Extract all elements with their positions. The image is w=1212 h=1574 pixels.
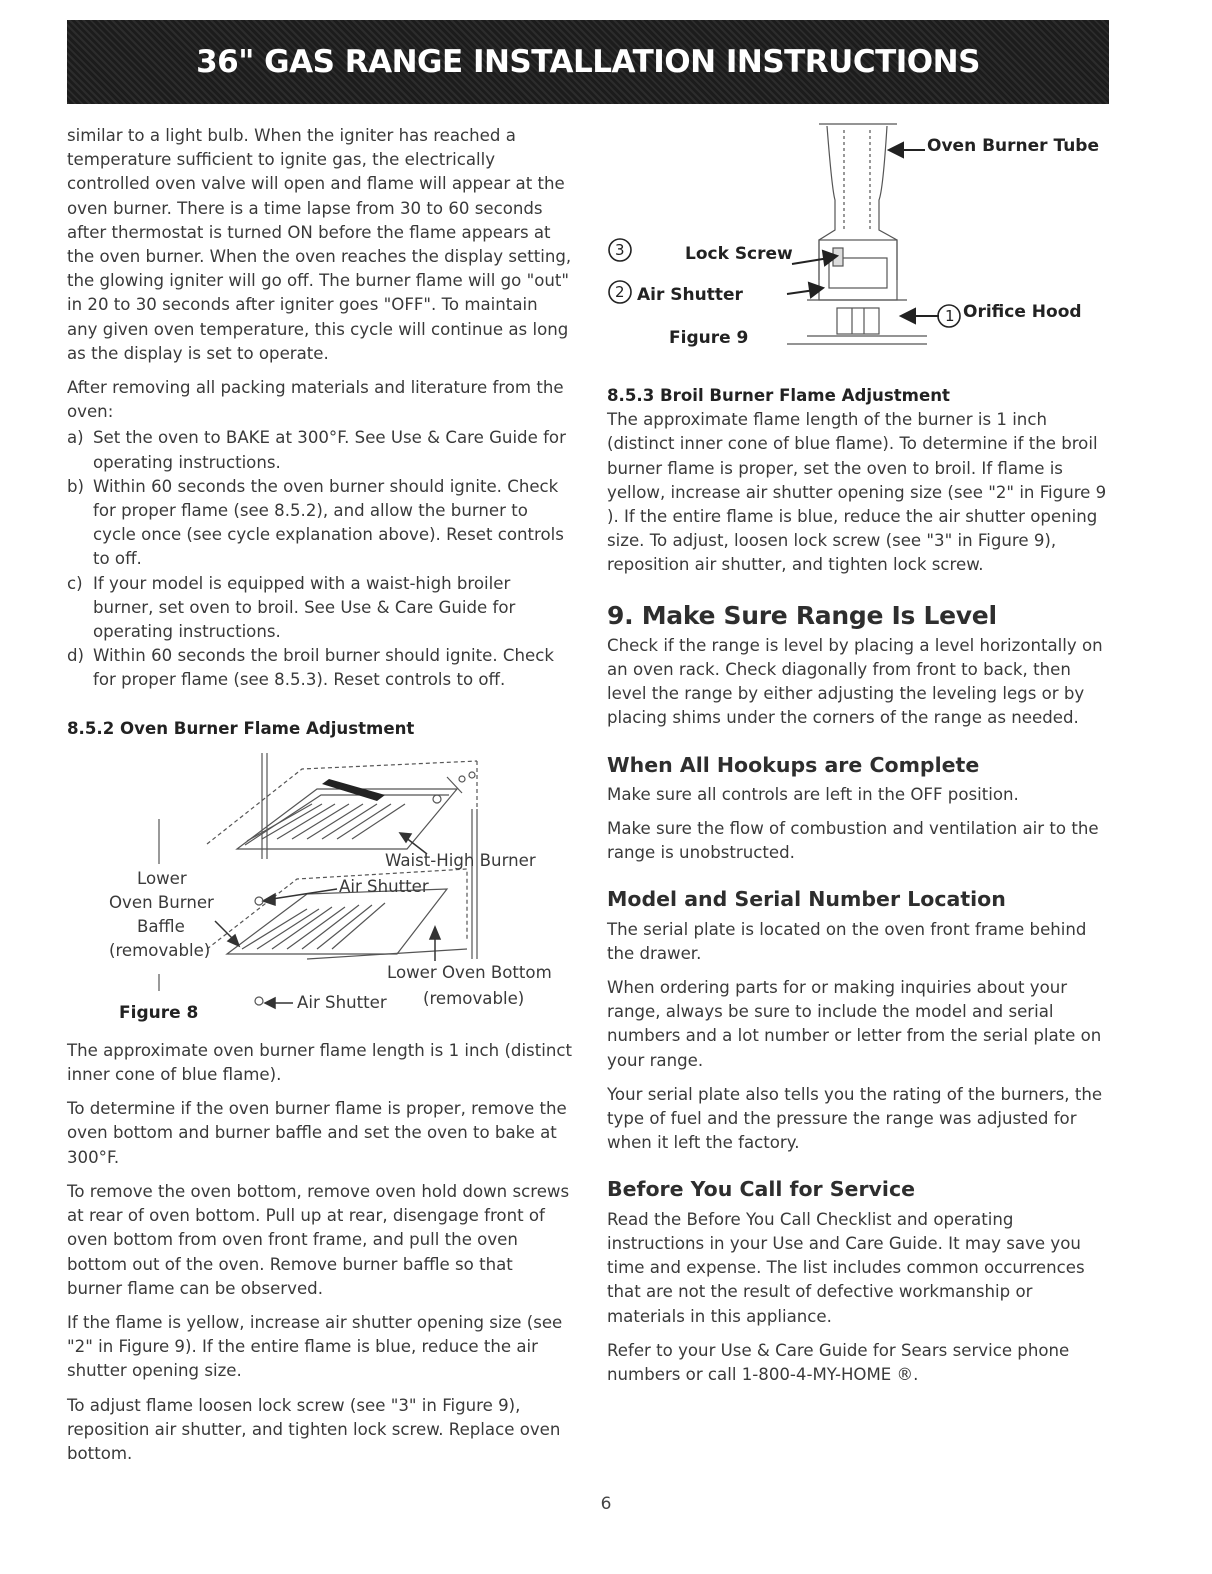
intro-paragraph: similar to a light bulb. When the igniter has reached a temperature sufficient to ignite gas, the electrically controlled oven valve will open and flame will appear at the oven burner. There is a time lapse from 30 to 60 seconds after thermostat is turned ON before the flame appears at the oven burner. When the oven reaches the display setting, the glowing igniter will go off. The burner flame will go "out" in 20 to 30 seconds after igniter goes "OFF". To maintain any given oven temperature, this cycle will continue as long as the display is set to operate. bbox=[67, 126, 572, 363]
label-oven-burner-tube: Oven Burner Tube bbox=[927, 136, 1099, 156]
list-item-text: If your model is equipped with a waist-high broiler burner, set oven to broil. See Use & Care Guide for operating instructions. bbox=[93, 573, 516, 642]
label-lower: Lower bbox=[137, 868, 187, 888]
model-serial-heading: Model and Serial Number Location bbox=[607, 887, 1006, 912]
yellow-flame-paragraph: If the flame is yellow, increase air shutter opening size (see "2" in Figure 9). If the entire flame is blue, reduce the air shutter opening size. bbox=[67, 1312, 563, 1381]
section-9-heading: 9. Make Sure Range Is Level bbox=[607, 600, 997, 630]
left-column bbox=[67, 124, 573, 1476]
figure-9-caption: Figure 9 bbox=[669, 328, 749, 348]
figure-8-caption: Figure 8 bbox=[119, 1002, 199, 1023]
section-8-5-3-heading: 8.5.3 Broil Burner Flame Adjustment bbox=[607, 386, 950, 405]
list-item-text: Within 60 seconds the oven burner should ignite. Check for proper flame (see 8.5.2), and allow the burner to cycle once (see cycle explanation above). Reset controls to off. bbox=[93, 476, 564, 569]
list-item-text: Within 60 seconds the broil burner should ignite. Check for proper flame (see 8.5.3). Reset controls to off. bbox=[93, 646, 554, 690]
label-lock-screw: Lock Screw bbox=[685, 244, 793, 264]
list-marker: b) bbox=[67, 476, 85, 496]
list-item bbox=[67, 426, 573, 474]
hookups-paragraph-1: Make sure all controls are left in the OFF position. bbox=[607, 784, 1019, 804]
list-item bbox=[67, 475, 573, 572]
determine-paragraph: To determine if the oven burner flame is proper, remove the oven bottom and burner baffle and set the oven to bake at 300°F. bbox=[67, 1099, 567, 1167]
label-air-shutter: Air Shutter bbox=[637, 285, 743, 305]
model-paragraph-3: Your serial plate also tells you the rating of the burners, the type of fuel and the pressure the range was adjusted for when it left the factory. bbox=[607, 1084, 1103, 1153]
list-marker: c) bbox=[67, 573, 83, 593]
adjust-flame-paragraph: To adjust flame loosen lock screw (see "3" in Figure 9), reposition air shutter, and tighten lock screw. Replace oven bottom. bbox=[67, 1395, 561, 1463]
flame-length-paragraph: The approximate oven burner flame length is 1 inch (distinct inner cone of blue flame). bbox=[67, 1040, 572, 1085]
label-air-shutter-top: Air Shutter bbox=[339, 876, 429, 896]
service-paragraph-1: Read the Before You Call Checklist and operating instructions in your Use and Care Guide. It may save you time and expense. The list includes common occurrences that are not the result of defective workmanship or materials in this appliance. bbox=[607, 1209, 1085, 1326]
label-air-shutter-bottom: Air Shutter bbox=[297, 992, 387, 1012]
label-baffle-removable: (removable) bbox=[109, 940, 211, 960]
label-orifice-hood: Orifice Hood bbox=[963, 302, 1082, 322]
model-paragraph-2: When ordering parts for or making inquiries about your range, always be sure to include the model and serial numbers and a lot number or letter from the serial plate on your range. bbox=[607, 978, 1102, 1070]
list-item-text: Set the oven to BAKE at 300°F. See Use & Care Guide for operating instructions. bbox=[93, 428, 566, 472]
list-item bbox=[67, 644, 573, 692]
section-8-5-2-heading: 8.5.2 Oven Burner Flame Adjustment bbox=[67, 718, 415, 738]
after-removing-paragraph: After removing all packing materials and literature from the oven: bbox=[67, 378, 564, 422]
label-num-3: 3 bbox=[615, 241, 625, 259]
model-paragraph-1: The serial plate is located on the oven front frame behind the drawer. bbox=[607, 919, 1087, 963]
remove-bottom-paragraph: To remove the oven bottom, remove oven hold down screws at rear of oven bottom. Pull up at rear, disengage front of oven bottom from oven front frame, and pull the oven bottom out of the oven. Remove burner baffle so that burner flame can be observed. bbox=[67, 1181, 570, 1298]
hookups-heading: When All Hookups are Complete bbox=[607, 752, 980, 777]
hookups-paragraph-2: Make sure the flow of combustion and ventilation air to the range is unobstructed. bbox=[607, 819, 1099, 863]
setup-steps-list bbox=[67, 426, 573, 692]
label-removable: (removable) bbox=[423, 988, 525, 1008]
list-marker: a) bbox=[67, 428, 84, 448]
header-banner bbox=[67, 20, 1109, 104]
label-lower-oven-bottom: Lower Oven Bottom bbox=[387, 962, 552, 982]
page-number: 6 bbox=[600, 1494, 612, 1514]
list-item bbox=[67, 572, 573, 645]
label-waist-high-burner: Waist-High Burner bbox=[385, 850, 536, 870]
label-oven-burner: Oven Burner bbox=[109, 892, 214, 912]
service-paragraph-2: Refer to your Use & Care Guide for Sears service phone numbers or call 1-800-4-MY-HOME ®. bbox=[607, 1340, 1070, 1384]
label-num-1: 1 bbox=[945, 307, 955, 325]
label-num-2: 2 bbox=[615, 283, 625, 301]
figure-9 bbox=[607, 120, 1107, 370]
page-title: 36" GAS RANGE INSTALLATION INSTRUCTIONS bbox=[196, 44, 980, 80]
level-paragraph: Check if the range is level by placing a level horizontally on an oven rack. Check diagonally from front to back, then level the range by either adjusting the leveling legs or by placing shims under the corners of the range as needed. bbox=[607, 635, 1103, 728]
figure-8 bbox=[67, 749, 573, 1039]
service-heading: Before You Call for Service bbox=[607, 1177, 916, 1202]
list-marker: d) bbox=[67, 646, 85, 666]
label-baffle: Baffle bbox=[137, 916, 185, 936]
right-column bbox=[607, 124, 1107, 1397]
broil-flame-paragraph: The approximate flame length of the burner is 1 inch (distinct inner cone of blue flame). To determine if the broil burner flame is proper, set the oven to broil. If flame is yellow, increase air shutter opening size (see "2" in Figure 9 ). If the entire flame is blue, reduce the air shutter opening size. To adjust, loosen lock screw (see "3" in Figure 9), reposition air shutter, and tighten lock screw. bbox=[607, 410, 1107, 575]
